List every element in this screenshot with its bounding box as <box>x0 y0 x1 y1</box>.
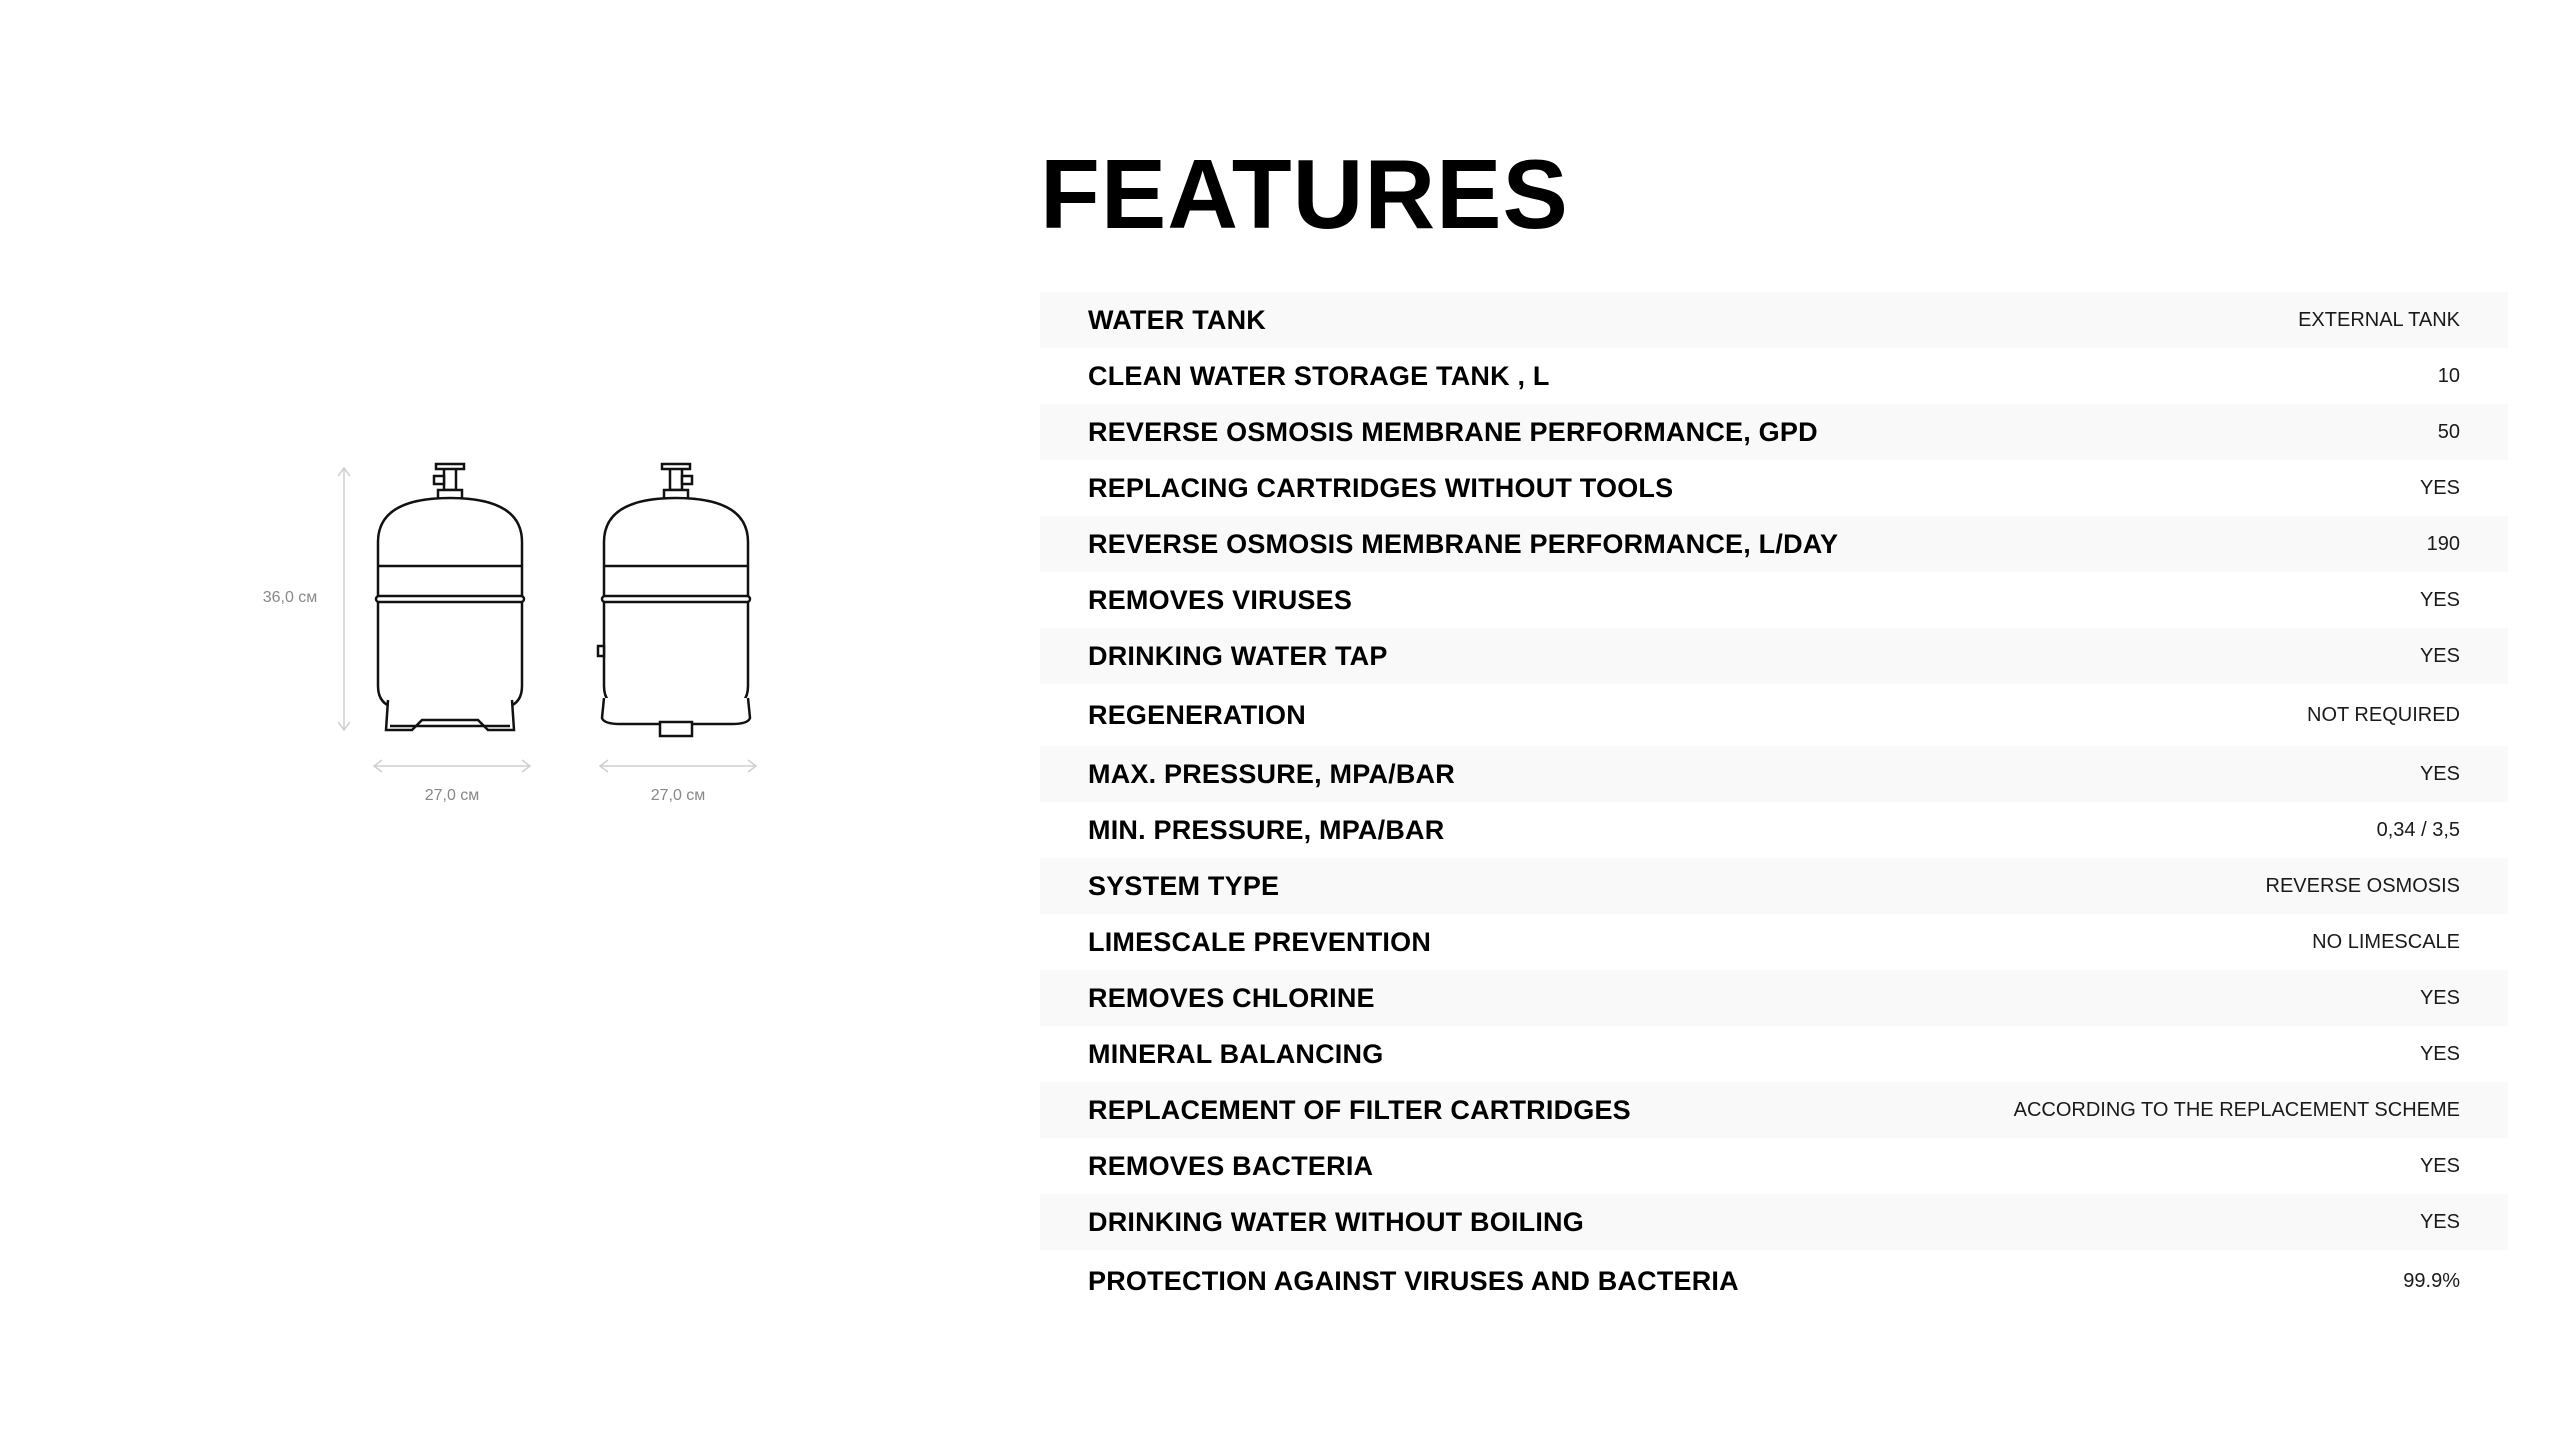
feature-label: REPLACEMENT OF FILTER CARTRIDGES <box>1088 1094 1631 1125</box>
feature-value: YES <box>2419 986 2460 1009</box>
feature-row <box>1040 1250 2508 1312</box>
feature-label: SYSTEM TYPE <box>1088 870 1280 901</box>
feature-row <box>1040 572 2508 628</box>
feature-row <box>1040 460 2508 516</box>
feature-row <box>1040 516 2508 572</box>
feature-row <box>1040 1026 2508 1082</box>
feature-value: REVERSE OSMOSIS <box>2265 874 2460 897</box>
feature-row <box>1040 1082 2508 1138</box>
feature-value: YES <box>2419 1042 2460 1065</box>
feature-label: WATER TANK <box>1088 304 1266 335</box>
page-title: FEATURES <box>1040 139 1569 249</box>
feature-row <box>1040 628 2508 684</box>
feature-value: YES <box>2419 762 2460 785</box>
feature-value: ACCORDING TO THE REPLACEMENT SCHEME <box>2013 1098 2460 1121</box>
feature-value: YES <box>2419 476 2460 499</box>
feature-row <box>1040 1194 2508 1250</box>
height-label: 36,0 см <box>262 589 318 606</box>
feature-label: REVERSE OSMOSIS MEMBRANE PERFORMANCE, L/DAY <box>1088 528 1839 559</box>
feature-value: YES <box>2419 1210 2460 1233</box>
feature-label: MIN. PRESSURE, MPA/BAR <box>1088 814 1445 845</box>
feature-label: MAX. PRESSURE, MPA/BAR <box>1088 758 1455 789</box>
feature-row <box>1040 292 2508 348</box>
feature-row <box>1040 684 2508 746</box>
feature-label: REMOVES CHLORINE <box>1088 982 1375 1013</box>
tank-dimension-drawing <box>240 450 800 830</box>
feature-row <box>1040 746 2508 802</box>
feature-value: YES <box>2419 644 2460 667</box>
feature-label: DRINKING WATER WITHOUT BOILING <box>1088 1206 1584 1237</box>
height-dimension <box>338 468 350 730</box>
width-dimension-side <box>600 760 756 772</box>
features-table <box>1040 292 2508 1312</box>
feature-label: CLEAN WATER STORAGE TANK , L <box>1088 360 1550 391</box>
width-label-side: 27,0 см <box>650 787 706 804</box>
tank-front-view <box>376 464 524 730</box>
feature-value: 99.9% <box>2403 1269 2460 1292</box>
feature-value: 50 <box>2437 420 2460 443</box>
tank-side-view <box>598 464 750 736</box>
feature-label: REVERSE OSMOSIS MEMBRANE PERFORMANCE, GPD <box>1088 416 1818 447</box>
feature-label: PROTECTION AGAINST VIRUSES AND BACTERIA <box>1088 1265 1739 1296</box>
feature-value: YES <box>2419 1154 2460 1177</box>
feature-row <box>1040 348 2508 404</box>
feature-label: MINERAL BALANCING <box>1088 1038 1384 1069</box>
feature-value: NO LIMESCALE <box>2312 930 2460 953</box>
feature-row <box>1040 858 2508 914</box>
width-dimension-front <box>374 760 530 772</box>
feature-label: LIMESCALE PREVENTION <box>1088 926 1432 957</box>
feature-value: YES <box>2419 588 2460 611</box>
feature-value: NOT REQUIRED <box>2307 703 2460 726</box>
feature-label: REPLACING CARTRIDGES WITHOUT TOOLS <box>1088 472 1674 503</box>
feature-row <box>1040 1138 2508 1194</box>
width-label-front: 27,0 см <box>424 787 480 804</box>
feature-row <box>1040 802 2508 858</box>
feature-value: 190 <box>2426 532 2460 555</box>
feature-row <box>1040 404 2508 460</box>
feature-value: EXTERNAL TANK <box>2298 308 2460 331</box>
feature-label: REMOVES VIRUSES <box>1088 584 1353 615</box>
feature-value: 10 <box>2437 364 2460 387</box>
feature-label: REMOVES BACTERIA <box>1088 1150 1374 1181</box>
feature-row <box>1040 970 2508 1026</box>
feature-label: DRINKING WATER TAP <box>1088 640 1388 671</box>
feature-label: REGENERATION <box>1088 699 1306 730</box>
feature-row <box>1040 914 2508 970</box>
feature-value: 0,34 / 3,5 <box>2376 818 2460 841</box>
